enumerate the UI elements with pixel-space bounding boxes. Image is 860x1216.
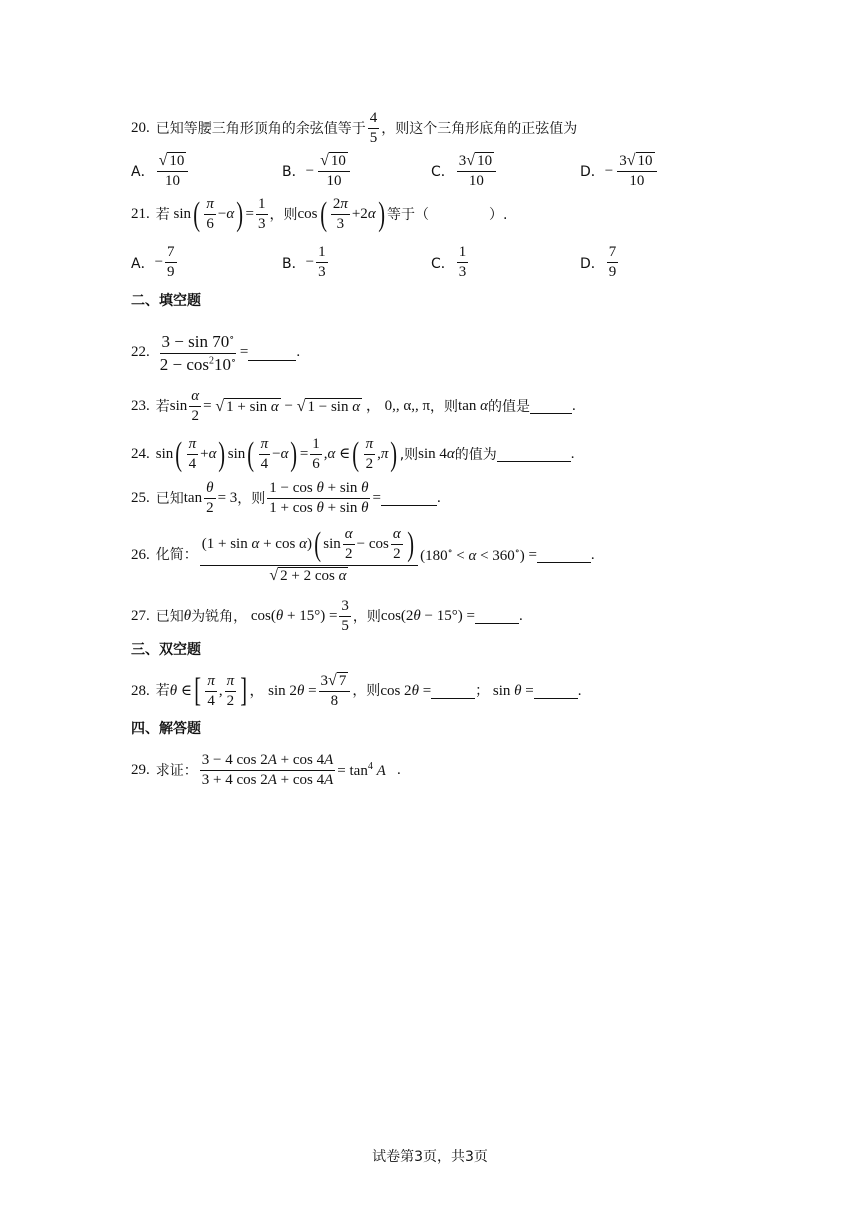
question-23: 23. 若 sin $\frac{\alpha}{2}$ = √ 1 + sin α − √ 1 − sin α ， 0,, α,, π ，则 tan α 的值是 .	[131, 388, 576, 425]
q21-option-a: A． − $\frac{7}{9}$	[131, 244, 175, 280]
fraction: √ 10 10	[157, 152, 189, 190]
fraction: 3 √ 10 10	[457, 152, 496, 190]
page-footer: 试卷第3页，共3页	[372, 1149, 488, 1165]
question-25: 25. 已知 tan $\frac{\theta}{2}$ = 3 ，则 $\frac{\text{1 − cos θ + sin θ}}{\text{1 + cos θ + sin θ}}$ = .	[131, 480, 441, 517]
q20-option-a: A． √ 10 10	[131, 152, 190, 190]
fraction: √ 10 10	[318, 152, 350, 190]
question-text: 已知等腰三角形顶角的余弦值等于	[155, 120, 366, 137]
fraction: $\frac{4}{5}$	[369, 110, 378, 147]
formula: sin	[169, 206, 192, 223]
question-24: 24. sin ( $\frac{\pi}{4}$ +α ) sin ( $\frac{\pi}{4}$ −α ) = $\frac{1}{6}$ ,α ∈ ( $\frac{\pi}{2}$ ,π ) ,则 sin 4α 的值为 .	[131, 435, 575, 473]
q21-option-c: C． $\frac{1}{3}$	[431, 244, 467, 280]
question-number: 21.	[131, 206, 150, 223]
question-number: 20.	[131, 120, 150, 137]
section-heading-double: 三、双空题	[131, 642, 201, 658]
q20-option-b: B． − √ 10 10	[282, 152, 352, 190]
question-21: 21. 若 sin ( $\frac{\pi}{6}$ −α ) = $\frac{1}{3}$ ，则 cos ( $\frac{2\pi}{3}$ +2α ) 等于（ ）.	[131, 195, 508, 233]
question-26: 26. 化简： (1 + sin α + cos α ) ( sin $\frac{\alpha}{2}$ − cos $\frac{\alpha}{2}$ ) √ 2 + 2 cos α (180∘ < α < 360∘) = .	[131, 525, 595, 584]
question-27: 27. 已知 θ 为锐角， cos(θ + 15°) = $\frac{3}{5}$ ，则 cos(2θ − 15°) = .	[131, 598, 523, 635]
section-heading-fill: 二、填空题	[131, 293, 201, 309]
section-heading-answer: 四、解答题	[131, 721, 201, 737]
question-text: ，则这个三角形底角的正弦值为	[381, 120, 578, 137]
question-22: 22. $\frac{3 - \sin 70^\circ}{2 - \cos^210^\circ}$ = .	[131, 332, 301, 374]
q20-option-d: D． − 3 √ 10 10	[580, 152, 659, 190]
question-29: 29. 求证： $\frac{3 - 4 \cos 2A + \cos 4A}{3 + 4 \cos 2A + \cos 4A}$ = $\tan^4 A$ .	[131, 752, 401, 789]
q21-option-b: B． − $\frac{1}{3}$	[282, 244, 326, 280]
question-20	[131, 110, 577, 148]
q21-option-d: D． $\frac{7}{9}$	[580, 244, 617, 280]
q20-option-c: C． 3 √ 10 10	[431, 152, 498, 190]
fraction: 3 √ 10 10	[617, 152, 656, 190]
question-28: 28. 若 θ ∈ [ $\frac{\pi}{4}$ , $\frac{\pi}{2}$ ] ， sin 2θ = 3 √ 7 8 ，则 cos 2θ = ； sin θ = .	[131, 672, 582, 710]
